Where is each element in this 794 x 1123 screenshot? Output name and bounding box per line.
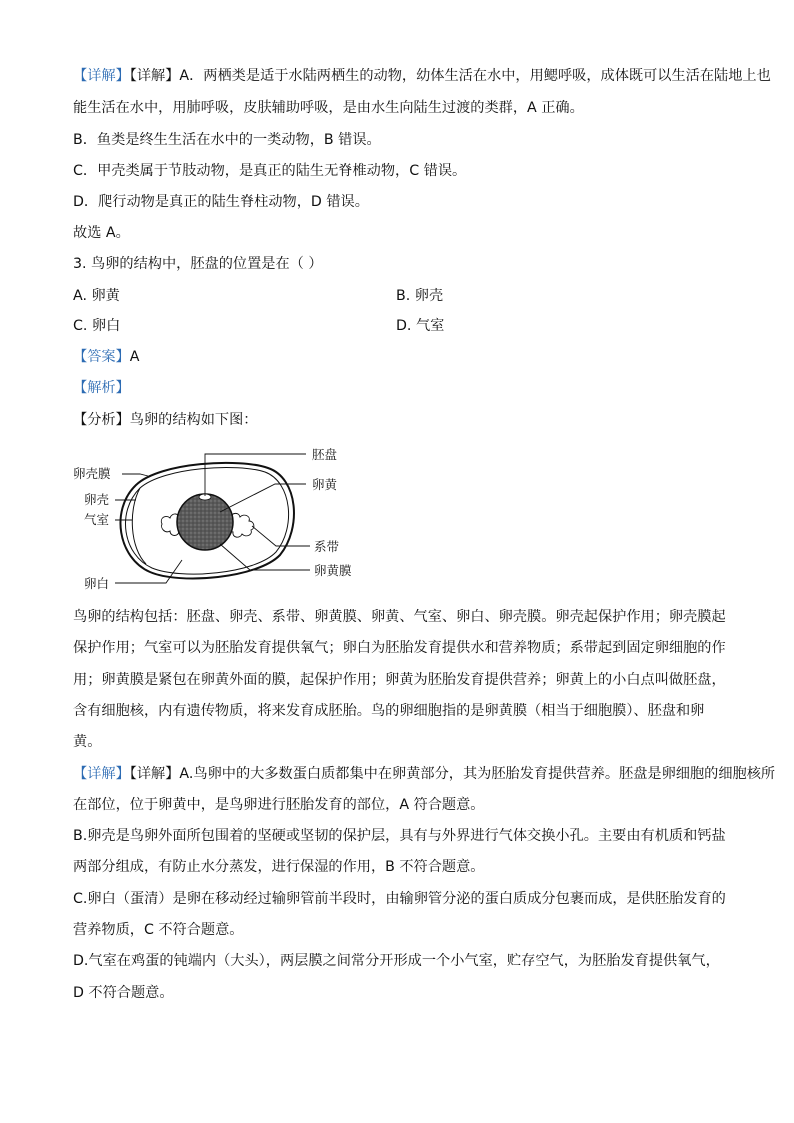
detail-d-line: D 不符合题意。 xyxy=(73,985,174,1001)
analysis-paragraph: 用；卵黄膜是紧包在卵黄外面的膜，起保护作用；卵黄为胚胎发育提供营养；卵黄上的小白点叫做胚盘， xyxy=(73,672,726,688)
analysis-intro: 【分析】鸟卵的结构如下图： xyxy=(73,412,258,428)
option-a: A. 卵黄 xyxy=(73,288,120,304)
detail-line: B．鱼类是终生生活在水中的一类动物，B 错误。 xyxy=(73,132,381,148)
answer-value: A xyxy=(129,349,140,365)
detail-line xyxy=(73,66,771,86)
option-b: B. 卵壳 xyxy=(396,288,444,304)
conclusion-line: 故选 A。 xyxy=(73,225,130,241)
answer-line xyxy=(73,347,723,367)
label-air-cell: 气室 xyxy=(84,512,110,527)
label-shell-membrane: 卵壳膜 xyxy=(73,466,111,481)
question-stem: 3. 鸟卵的结构中，胚盘的位置是在（ ） xyxy=(73,256,323,272)
detail-b-line: B.卵壳是鸟卵外面所包围着的坚硬或坚韧的保护层，具有与外界进行气体交换小孔。主要由有机质和钙盐 xyxy=(73,828,726,844)
yolk-circle xyxy=(177,494,233,550)
label-chalaza: 系带 xyxy=(314,539,340,554)
detail-tag: 【详解】 xyxy=(73,766,130,782)
detail-b-line: 两部分组成，有防止水分蒸发，进行保湿的作用，B 不符合题意。 xyxy=(73,859,485,875)
detail-a-line: 在部位，位于卵黄中，是鸟卵进行胚胎发育的部位，A 符合题意。 xyxy=(73,797,485,813)
label-albumen: 卵白 xyxy=(84,576,110,591)
detail-line: C．甲壳类属于节肢动物，是真正的陆生无脊椎动物，C 错误。 xyxy=(73,163,467,179)
analysis-label: 【解析】 xyxy=(73,380,130,396)
analysis-paragraph: 含有细胞核，内有遗传物质，将来发育成胚胎。鸟的卵细胞指的是卵黄膜（相当于细胞膜）、胚盘和卵 xyxy=(73,703,705,719)
detail-c-line: C.卵白（蛋清）是卵在移动经过输卵管前半段时，由输卵管分泌的蛋白质成分包裹而成，是供胚胎发育的 xyxy=(73,891,726,907)
label-shell: 卵壳 xyxy=(84,492,110,507)
analysis-paragraph: 鸟卵的结构包括：胚盘、卵壳、系带、卵黄膜、卵黄、气室、卵白、卵壳膜。卵壳起保护作用；卵壳膜起 xyxy=(73,609,726,625)
answer-label: 【答案】 xyxy=(73,349,130,365)
label-yolk-membrane: 卵黄膜 xyxy=(314,563,352,578)
option-c: C. 卵白 xyxy=(73,318,121,334)
analysis-paragraph: 保护作用；气室可以为胚胎发育提供氧气；卵白为胚胎发育提供水和营养物质；系带起到固定卵细胞的作 xyxy=(73,640,726,656)
detail-d-line: D.气室在鸡蛋的钝端内（大头），两层膜之间常分开形成一个小气室，贮存空气，为胚胎发育提供氧气， xyxy=(73,953,720,969)
detail-text: 【详解】A．两栖类是适于水陆两栖生的动物，幼体生活在水中，用鳃呼吸，成体既可以生活在陆地上也 xyxy=(129,68,771,84)
detail-line: 能生活在水中，用肺呼吸，皮肤辅助呼吸，是由水生向陆生过渡的类群，A 正确。 xyxy=(73,100,584,116)
detail-a-line xyxy=(73,764,776,784)
detail-a-text: 【详解】A.鸟卵中的大多数蛋白质都集中在卵黄部分，其为胚胎发育提供营养。胚盘是卵细胞的细胞核所 xyxy=(129,766,776,782)
analysis-paragraph: 黄。 xyxy=(73,734,102,750)
bird-egg-diagram xyxy=(70,440,370,600)
label-embryo-disc: 胚盘 xyxy=(312,447,338,462)
option-d: D. 气室 xyxy=(396,318,445,334)
detail-line: D．爬行动物是真正的陆生脊柱动物，D 错误。 xyxy=(73,194,369,210)
label-yolk: 卵黄 xyxy=(312,477,338,492)
detail-tag: 【详解】 xyxy=(73,68,130,84)
detail-c-line: 营养物质，C 不符合题意。 xyxy=(73,922,244,938)
